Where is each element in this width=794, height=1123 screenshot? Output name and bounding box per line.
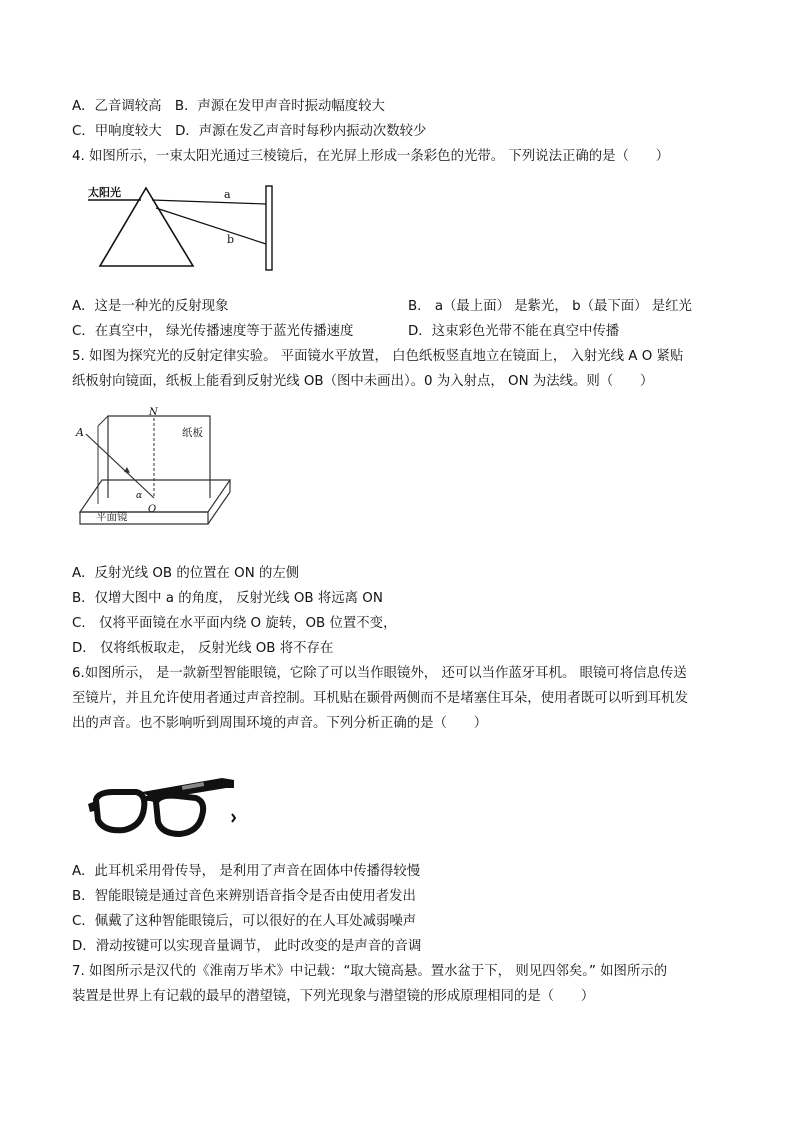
prism-figure	[86, 182, 286, 274]
q6-option-b: B．智能眼镜是通过音色来辨别语音指令是否由使用者发出	[72, 889, 416, 904]
prev-option-line-2: C．甲响度较大 D．声源在发乙声音时每秒内振动次数较少	[72, 124, 427, 139]
q6-stem-line-2: 至镜片，并且允许使用者通过声音控制。耳机贴在颞骨两侧而不是堵塞住耳朵，使用者既可以听到耳机发	[72, 691, 688, 706]
label-n: N	[149, 407, 158, 418]
q6-option-d: D．滑动按键可以实现音量调节， 此时改变的是声音的音调	[72, 939, 422, 954]
sun-light-label: 太阳光	[88, 186, 121, 199]
ray-a-label: a	[224, 188, 231, 201]
q6-option-c: C．佩戴了这种智能眼镜后，可以很好的在人耳处减弱噪声	[72, 914, 417, 929]
q5-option-d: D． 仅将纸板取走， 反射光线 OB 将不存在	[72, 641, 334, 656]
smart-glasses-figure	[84, 770, 244, 842]
mirror-label: 平面镜	[96, 511, 128, 523]
q6-stem-line-1: 6.如图所示， 是一款新型智能眼镜，它除了可以当作眼镜外， 还可以当作蓝牙耳机。 眼镜可将信息传送	[72, 666, 687, 681]
label-o: O	[148, 504, 157, 515]
label-alpha: α	[136, 491, 143, 501]
q6-option-a: A．此耳机采用骨传导， 是利用了声音在固体中传播得较慢	[72, 864, 421, 879]
reflection-figure	[72, 404, 240, 536]
ray-b-label: b	[227, 233, 235, 246]
lens-right	[156, 796, 203, 834]
q4-option-c: C．在真空中， 绿光传播速度等于蓝光传播速度	[72, 324, 354, 339]
prev-option-line-1: A．乙音调较高 B．声源在发甲声音时振动幅度较大	[72, 99, 385, 114]
q5-stem-line-1: 5. 如图为探究光的反射定律实验。 平面镜水平放置， 白色纸板竖直地立在镜面上， 入射光线 A O 紧贴	[72, 349, 684, 364]
light-screen	[266, 186, 272, 270]
board-label: 纸板	[182, 427, 203, 439]
q5-stem-line-2: 纸板射向镜面，纸板上能看到反射光线 OB（图中未画出）。0 为入射点， ON 为法线。则（ ）	[72, 374, 654, 389]
q5-option-b: B．仅增大图中 a 的角度， 反射光线 OB 将远离 ON	[72, 591, 383, 606]
q4-stem: 4. 如图所示，一束太阳光通过三棱镜后，在光屏上形成一条彩色的光带。 下列说法正确的是（ ）	[72, 149, 670, 164]
q7-stem-line-1: 7. 如图所示是汉代的《淮南万毕术》中记载：“取大镜高悬。置水盆于下， 则见四邻矣。” 如图所示的	[72, 964, 668, 979]
q5-option-a: A．反射光线 OB 的位置在 ON 的左侧	[72, 566, 300, 581]
ray-a	[152, 200, 266, 204]
q4-option-b: B． a（最上面） 是紫光， b（最下面） 是红光	[408, 299, 692, 314]
q4-option-a: A．这是一种光的反射现象	[72, 299, 229, 314]
q5-option-c: C． 仅将平面镜在水平面内绕 O 旋转，OB 位置不变，	[72, 616, 397, 631]
ray-b	[156, 208, 266, 244]
q7-stem-line-2: 装置是世界上有记载的最早的潜望镜，下列光现象与潜望镜的形成原理相同的是（ ）	[72, 989, 595, 1004]
lens-left	[96, 792, 144, 830]
q4-option-d: D．这束彩色光带不能在真空中传播	[408, 324, 620, 339]
q6-stem-line-3: 出的声音。也不影响听到周围环境的声音。下列分析正确的是（ ）	[72, 716, 488, 731]
label-a: A	[76, 426, 84, 439]
